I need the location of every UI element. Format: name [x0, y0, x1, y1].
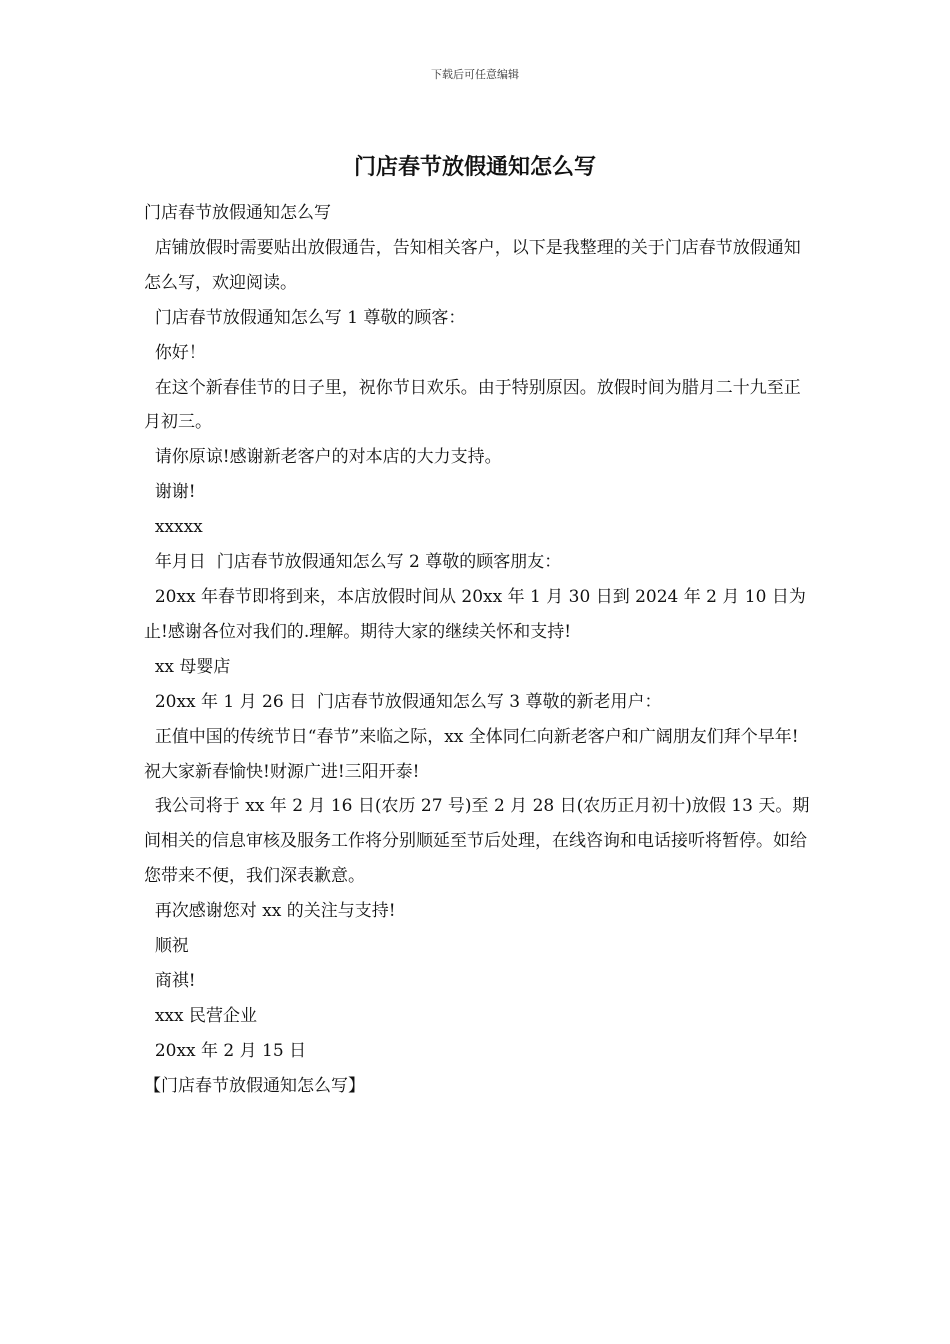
- paragraph: xxx 民营企业: [144, 1005, 257, 1026]
- paragraph: 在这个新春佳节的日子里，祝你节日欢乐。由于特别原因。放假时间为腊月二十九至正月初三。: [144, 377, 801, 433]
- paragraph: 顺祝: [144, 936, 189, 957]
- paragraph: xxxxx: [144, 517, 203, 538]
- document-body: [144, 196, 814, 1104]
- paragraph: 正值中国的传统节日“春节”来临之际，xx 全体同仁向新老客户和广阔朋友们拜个早年!祝大家新春愉快!财源广进!三阳开泰!: [144, 726, 799, 782]
- paragraph: xx 母婴店: [144, 656, 231, 677]
- header-note: 下载后可任意编辑: [431, 68, 519, 81]
- paragraph: 门店春节放假通知怎么写 1 尊敬的顾客：: [144, 307, 466, 328]
- paragraph: 你好！: [144, 342, 206, 363]
- paragraph: 20xx 年 1 月 26 日 门店春节放假通知怎么写 3 尊敬的新老用户：: [144, 691, 662, 712]
- paragraph: 我公司将于 xx 年 2 月 16 日(农历 27 号)至 2 月 28 日(农历正月初十)放假 13 天。期间相关的信息审核及服务工作将分别顺延至节后处理，在线咨询和电话接听将暂停。如给您带来不便，我们深表歉意。: [144, 796, 810, 887]
- paragraph: 再次感谢您对 xx 的关注与支持!: [144, 901, 396, 922]
- paragraph: 20xx 年春节即将到来，本店放假时间从 20xx 年 1 月 30 日到 2024 年 2 月 10 日为止!感谢各位对我们的.理解。期待大家的继续关怀和支持!: [144, 586, 806, 642]
- paragraph: 门店春节放假通知怎么写: [144, 203, 331, 223]
- paragraph: 请你原谅!感谢新老客户的对本店的大力支持。: [144, 447, 502, 468]
- paragraph: 【门店春节放假通知怎么写】: [144, 1075, 365, 1096]
- paragraph: 谢谢!: [144, 482, 196, 503]
- document-title: 门店春节放假通知怎么写: [353, 154, 596, 180]
- paragraph: 店铺放假时需要贴出放假通告，告知相关客户，以下是我整理的关于门店春节放假通知怎么写，欢迎阅读。: [144, 237, 801, 293]
- paragraph: 20xx 年 2 月 15 日: [144, 1040, 307, 1061]
- paragraph: 年月日 门店春节放假通知怎么写 2 尊敬的顾客朋友：: [144, 552, 562, 573]
- paragraph: 商祺!: [144, 970, 196, 991]
